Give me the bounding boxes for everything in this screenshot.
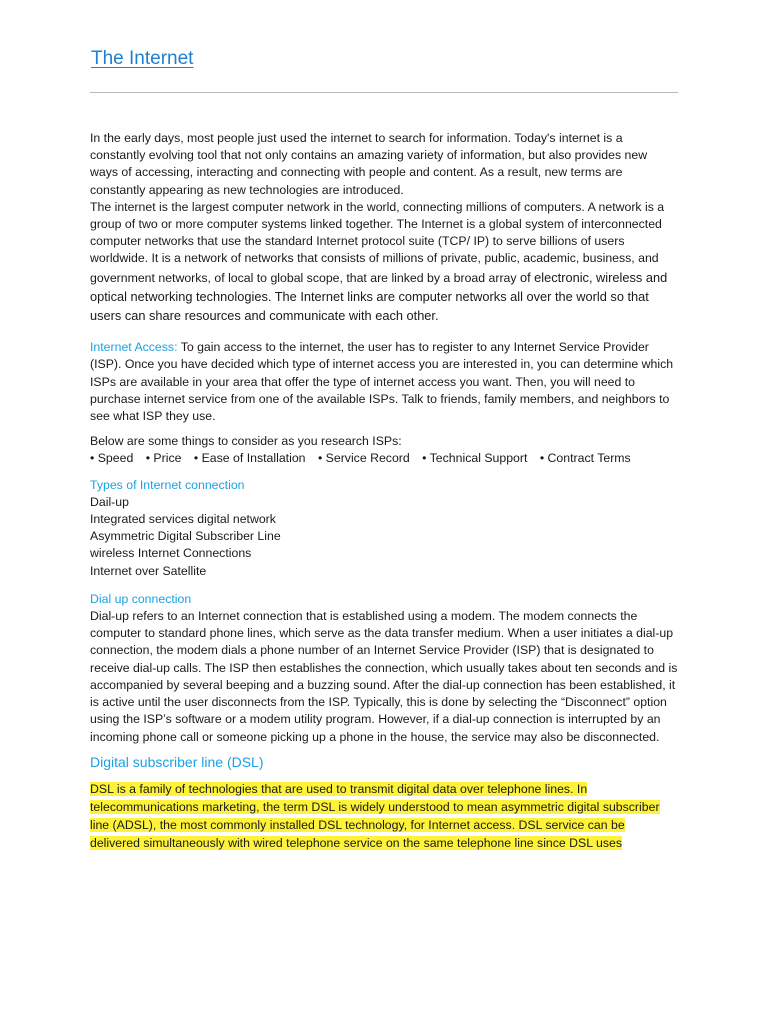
consider-item: • Price — [145, 451, 182, 466]
intro-paragraph-1: In the early days, most people just used the internet to search for information. Today's internet is a constantly evolving tool that not only contains an amazing variety of information, but also provides new ways of accessing, interacting and connecting with people and content. As a result, new terms are constantly appearing as new technologies are introduced. — [90, 131, 648, 197]
dialup-paragraph: Dial-up refers to an Internet connection that is established using a modem. The modem connects the computer to standard phone lines, which serve as the data transfer medium. When a user initiates a dial-up connection, the modem dials a phone number of an Internet Service Provider (ISP) that is designated to receive dial-up calls. The ISP then establishes the connection, which usually takes about ten seconds and is accompanied by several beeping and a buzzing sound. After the dial-up connection has been established, it is active until the user disconnects from the ISP. Typically, this is done by selecting the “Disconnect” option using the ISP’s software or a modem utility program. However, if a dial-up connection is interrupted by an incoming phone call or someone picking up a phone in the house, the service may also be disconnected. — [90, 609, 678, 744]
types-item: Integrated services digital network — [90, 512, 276, 527]
internet-access-label: Internet Access: — [90, 340, 178, 355]
intro-paragraph-2-text: The internet is the largest computer network in the world, connecting millions of computers. A network is a group of two or more computer systems linked together. The Internet is a global system of interconnected computer networks that use the standard Internet protocol suite (TCP/ IP) to serve billions of users worldwide. It is a network of networks that consists of millions of private, public, academic, business, and government networks, of local to global scope, that are linked by a broad array — [90, 199, 665, 285]
internet-access-text: To gain access to the internet, the user has to register to any Internet Service Provider (ISP). Once you have decided which type of internet access you are interested in, you can determine which ISPs are available in your area that offer the type of internet access you want. Then, you will need to purchase internet service from one of the available ISPs. Talk to friends, family members, and neighbors to see what ISP they use. — [90, 340, 674, 424]
dsl-highlighted-paragraph: DSL is a family of technologies that are used to transmit digital data over telephone lines. In telecommunications marketing, the term DSL is widely understood to mean asymmetric digital subscriber line (ADSL), the most commonly installed DSL technology, for Internet access. DSL service can be delivered simultaneously with wired telephone service on the same telephone line since DSL uses — [90, 781, 660, 851]
types-item: Dail-up — [90, 494, 129, 509]
internet-access-paragraph — [90, 339, 678, 425]
types-heading: Types of Internet connection — [90, 477, 245, 492]
types-section — [90, 477, 678, 580]
intro-section — [90, 130, 678, 325]
consider-section — [90, 433, 678, 467]
types-item: Internet over Satellite — [90, 563, 207, 578]
consider-item: • Contract Terms — [539, 451, 631, 466]
consider-item: • Technical Support — [422, 451, 528, 466]
consider-item: • Speed — [90, 451, 134, 466]
dsl-heading: Digital subscriber line (DSL) — [90, 753, 264, 770]
consider-item: • Service Record — [317, 451, 410, 466]
types-item: Asymmetric Digital Subscriber Line — [90, 529, 281, 544]
consider-intro: Below are some things to consider as you research ISPs: — [90, 434, 402, 449]
types-item: wireless Internet Connections — [90, 546, 252, 561]
consider-list — [90, 450, 678, 467]
consider-item: • Ease of Installation — [193, 451, 306, 466]
dialup-section — [90, 591, 678, 746]
intro-paragraph-2-continued: of electronic, wireless and optical networking technologies. The Internet links are computer networks all over the world so that users can share resources and communicate with each other. — [90, 269, 668, 324]
internet-access-section — [90, 339, 678, 425]
page-title: The Internet — [91, 48, 194, 69]
dialup-heading: Dial up connection — [90, 591, 192, 606]
dsl-section — [90, 780, 678, 853]
intro-paragraph-2 — [90, 199, 678, 325]
title-divider — [90, 92, 678, 93]
